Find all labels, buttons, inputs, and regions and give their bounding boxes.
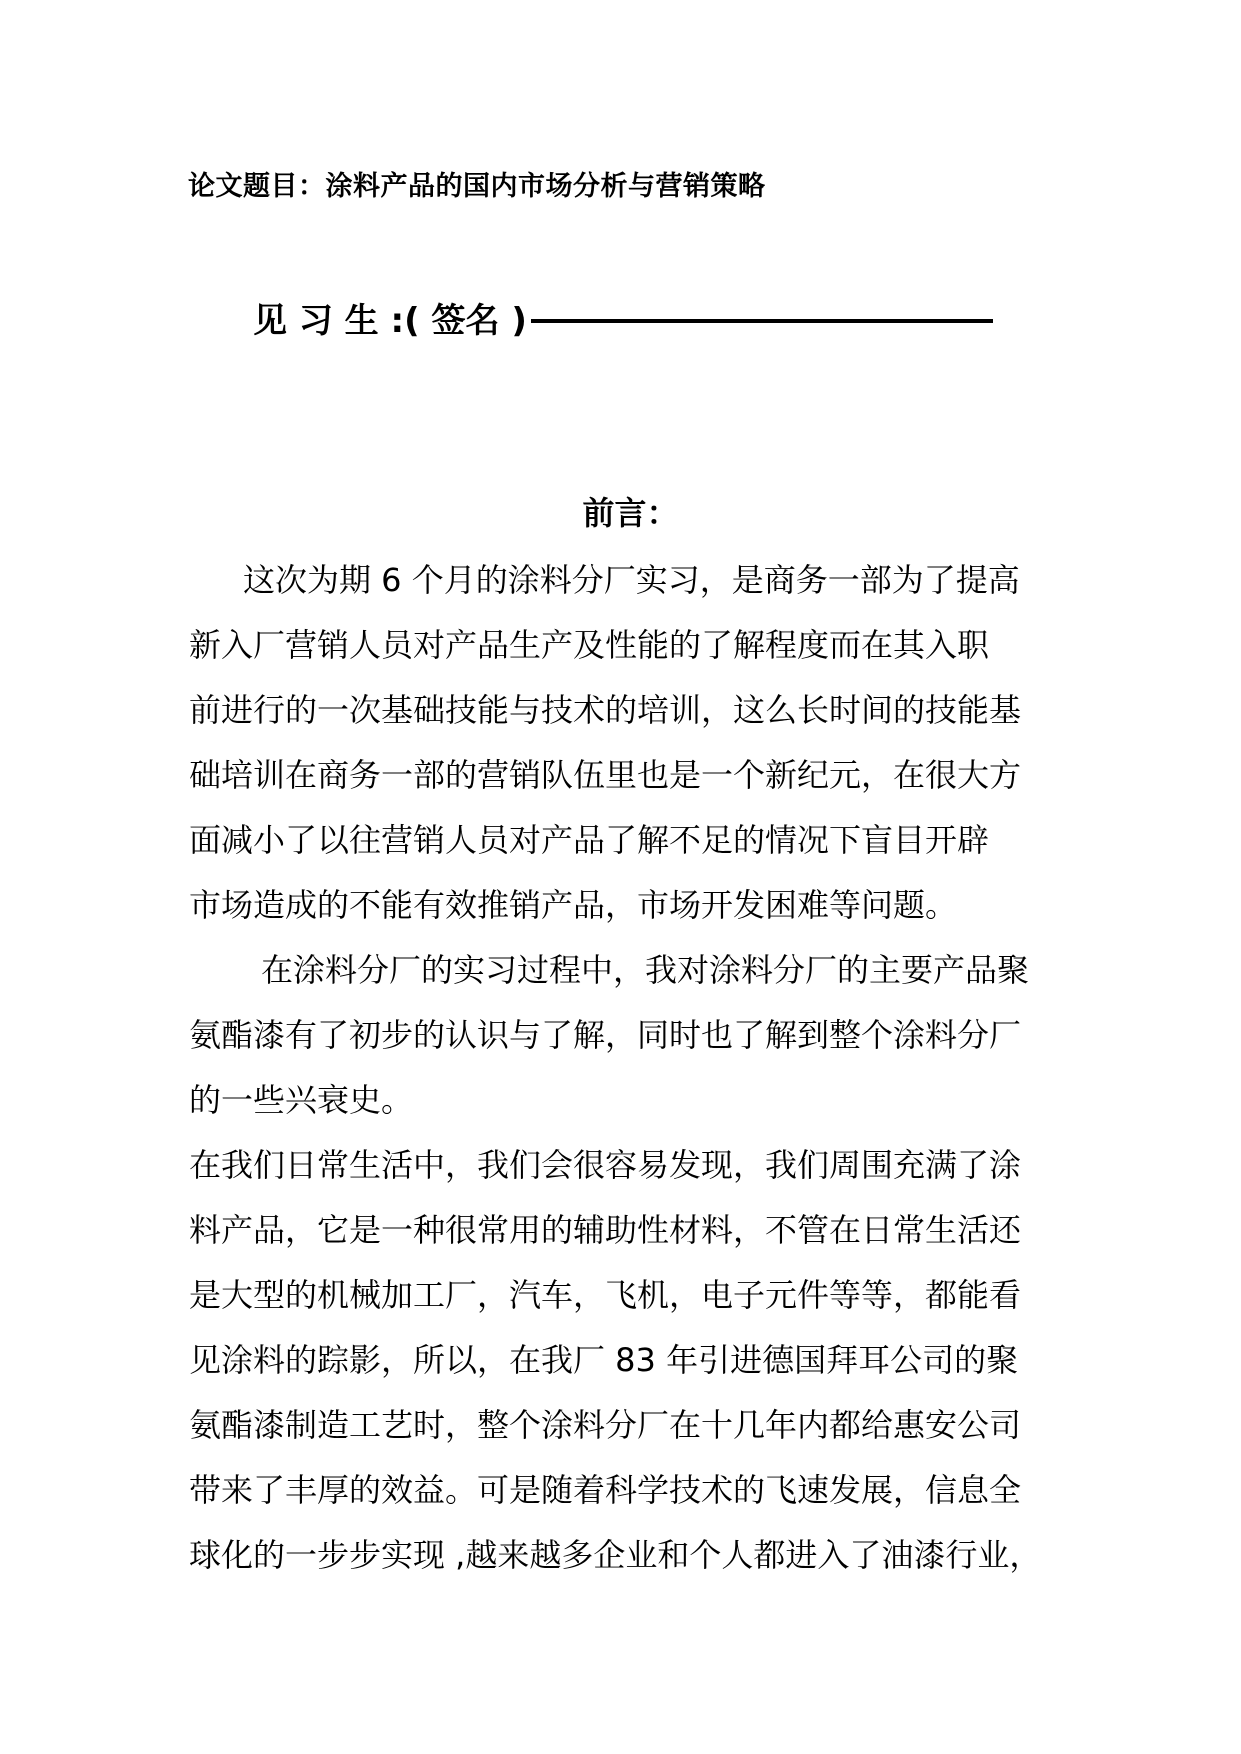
paragraph-line: 面减小了以往营销人员对产品了解不足的情况下盲目开辟 bbox=[189, 821, 990, 859]
preface-heading: 前言： bbox=[582, 494, 679, 532]
paragraph-line: 这次为期 6 个月的涂料分厂实习，是商务一部为了提高 bbox=[243, 561, 1020, 599]
thesis-title: 论文题目：涂料产品的国内市场分析与营销策略 bbox=[188, 171, 766, 202]
paragraph-line: 球化的一步步实现 ,越来越多企业和个人都进入了油漆行业， bbox=[189, 1536, 1042, 1574]
paragraph-line: 础培训在商务一部的营销队伍里也是一个新纪元，在很大方 bbox=[189, 756, 1022, 794]
signature-line bbox=[531, 319, 993, 323]
paragraph-line: 在涂料分厂的实习过程中，我对涂料分厂的主要产品聚 bbox=[261, 951, 1030, 989]
paragraph-line: 在我们日常生活中，我们会很容易发现，我们周围充满了涂 bbox=[189, 1146, 1022, 1184]
signature-label: 见 习 生 :( 签名 ) bbox=[253, 301, 527, 341]
paragraph-line: 市场造成的不能有效推销产品，市场开发困难等问题。 bbox=[189, 886, 958, 924]
paragraph-line: 新入厂营销人员对产品生产及性能的了解程度而在其入职 bbox=[189, 626, 990, 664]
paragraph-line: 氨酯漆制造工艺时，整个涂料分厂在十几年内都给惠安公司 bbox=[189, 1406, 1022, 1444]
paragraph-line: 的一些兴衰史。 bbox=[189, 1081, 414, 1119]
signature-row bbox=[253, 293, 993, 342]
paragraph-line: 是大型的机械加工厂，汽车，飞机，电子元件等等，都能看 bbox=[189, 1276, 1022, 1314]
paragraph-line: 氨酯漆有了初步的认识与了解，同时也了解到整个涂料分厂 bbox=[189, 1016, 1022, 1054]
paragraph-line: 料产品，它是一种很常用的辅助性材料，不管在日常生活还 bbox=[189, 1211, 1022, 1249]
paragraph-line: 见涂料的踪影，所以，在我厂 83 年引进德国拜耳公司的聚 bbox=[189, 1341, 1019, 1379]
paragraph-line: 带来了丰厚的效益。可是随着科学技术的飞速发展，信息全 bbox=[189, 1471, 1022, 1509]
body-text bbox=[189, 548, 1069, 1588]
paragraph-line: 前进行的一次基础技能与技术的培训，这么长时间的技能基 bbox=[189, 691, 1022, 729]
